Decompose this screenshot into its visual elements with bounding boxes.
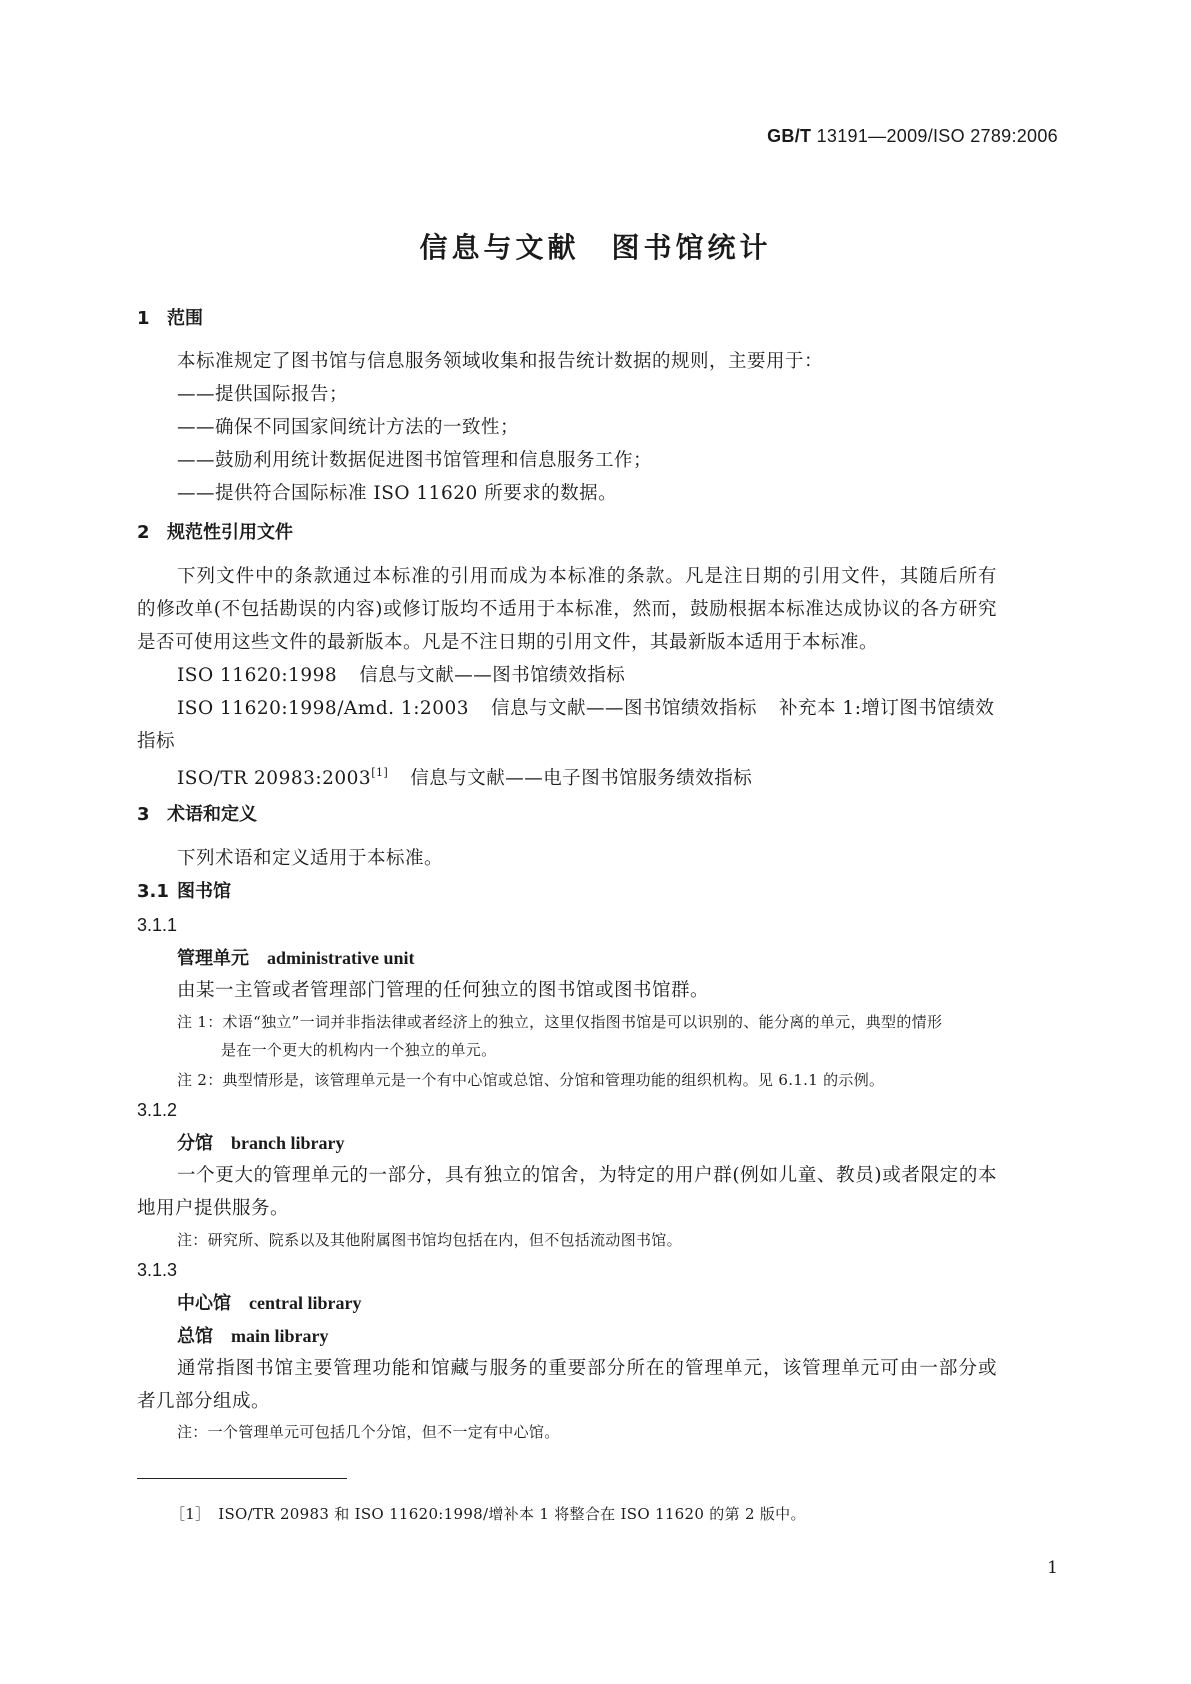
scope-item: ——确保不同国家间统计方法的一致性； <box>177 417 520 438</box>
reference-1 <box>177 667 625 686</box>
term-central-library <box>177 1294 361 1313</box>
term-definition-continued: 者几部分组成。 <box>137 1391 271 1412</box>
term-en: branch library <box>231 1133 345 1153</box>
standard-code <box>767 127 1058 145</box>
section-title: 术语和定义 <box>167 804 257 825</box>
reference-subtitle: 补充本 1:增订图书馆绩效 <box>779 698 995 719</box>
term-administrative-unit <box>177 949 415 968</box>
section-number: 1 <box>137 308 150 329</box>
term-number: 3.1.1 <box>137 915 178 935</box>
term-branch-library <box>177 1134 345 1153</box>
term-en: administrative unit <box>267 948 415 968</box>
subsection-number: 3.1 <box>137 881 169 902</box>
reference-title: 信息与文献——图书馆绩效指标 <box>491 698 758 719</box>
page-number: 1 <box>1047 1558 1058 1578</box>
reference-2-continued: 指标 <box>137 731 176 752</box>
section-number: 3 <box>137 804 150 825</box>
reference-2 <box>177 700 994 719</box>
footnote-marker: [1] <box>371 766 389 779</box>
reference-code: ISO 11620:1998 <box>177 665 338 686</box>
footnote: ［1］ ISO/TR 20983 和 ISO 11620:1998/增补本 1 将整合在 ISO 11620 的第 2 版中。 <box>170 1505 806 1523</box>
reference-code: ISO 11620:1998/Amd. 1:2003 <box>177 698 470 719</box>
term-number: 3.1.3 <box>137 1260 178 1280</box>
term-zh: 中心馆 <box>177 1293 231 1314</box>
term-zh: 分馆 <box>177 1133 213 1154</box>
term-definition-continued: 地用户提供服务。 <box>137 1198 290 1219</box>
normative-para-line: 是否可使用这些文件的最新版本。凡是不注日期的引用文件，其最新版本适用于本标准。 <box>137 632 879 653</box>
term-definition: 一个更大的管理单元的一部分，具有独立的馆舍，为特定的用户群(例如儿童、教员)或者限定的本 <box>177 1165 997 1186</box>
footnote-rule <box>137 1478 347 1479</box>
reference-title: 信息与文献——电子图书馆服务绩效指标 <box>410 768 753 789</box>
term-zh: 管理单元 <box>177 948 249 969</box>
standard-code-number: 13191—2009/ISO 2789:2006 <box>811 126 1058 146</box>
term-definition: 由某一主管或者管理部门管理的任何独立的图书馆或图书馆群。 <box>177 980 710 1001</box>
term-note: 注 1：术语“独立”一词并非指法律或者经济上的独立，这里仅指图书馆是可以识别的、能分离的单元，典型的情形 <box>177 1013 943 1031</box>
normative-para-line: 的修改单(不包括勘误的内容)或修订版均不适用于本标准，然而，鼓励根据本标准达成协议的各方研究 <box>137 599 997 620</box>
term-note: 注：一个管理单元可包括几个分馆，但不一定有中心馆。 <box>177 1423 560 1441</box>
term-number: 3.1.2 <box>137 1100 178 1120</box>
section-title: 范围 <box>167 308 203 329</box>
terms-intro: 下列术语和定义适用于本标准。 <box>177 848 444 869</box>
section-1-heading <box>137 310 203 328</box>
section-title: 规范性引用文件 <box>167 522 293 543</box>
subsection-3-1-heading <box>137 883 231 901</box>
scope-intro: 本标准规定了图书馆与信息服务领域收集和报告统计数据的规则，主要用于： <box>177 351 824 372</box>
term-note: 注：研究所、院系以及其他附属图书馆均包括在内，但不包括流动图书馆。 <box>177 1231 682 1249</box>
scope-item: ——提供符合国际标准 ISO 11620 所要求的数据。 <box>177 483 618 504</box>
subsection-title: 图书馆 <box>177 881 231 902</box>
normative-para-line: 下列文件中的条款通过本标准的引用而成为本标准的条款。凡是注日期的引用文件，其随后所有 <box>177 566 997 587</box>
term-zh: 总馆 <box>177 1326 213 1347</box>
term-en: main library <box>231 1326 329 1346</box>
scope-item: ——鼓励利用统计数据促进图书馆管理和信息服务工作； <box>177 450 653 471</box>
term-note-continued: 是在一个更大的机构内一个独立的单元。 <box>221 1041 497 1059</box>
section-number: 2 <box>137 522 150 543</box>
term-definition: 通常指图书馆主要管理功能和馆藏与服务的重要部分所在的管理单元，该管理单元可由一部分或 <box>177 1358 997 1379</box>
term-en: central library <box>249 1293 362 1313</box>
term-note: 注 2：典型情形是，该管理单元是一个有中心馆或总馆、分馆和管理功能的组织机构。见 6.1.1 的示例。 <box>177 1071 885 1089</box>
term-main-library <box>177 1327 329 1346</box>
standard-code-prefix: GB/T <box>767 126 812 146</box>
reference-code: ISO/TR 20983:2003 <box>177 768 372 789</box>
section-2-heading <box>137 524 293 542</box>
reference-3 <box>177 767 752 789</box>
reference-title: 信息与文献——图书馆绩效指标 <box>359 665 626 686</box>
scope-item: ——提供国际报告； <box>177 384 349 405</box>
document-title: 信息与文献 图书馆统计 <box>419 231 772 264</box>
section-3-heading <box>137 806 257 824</box>
